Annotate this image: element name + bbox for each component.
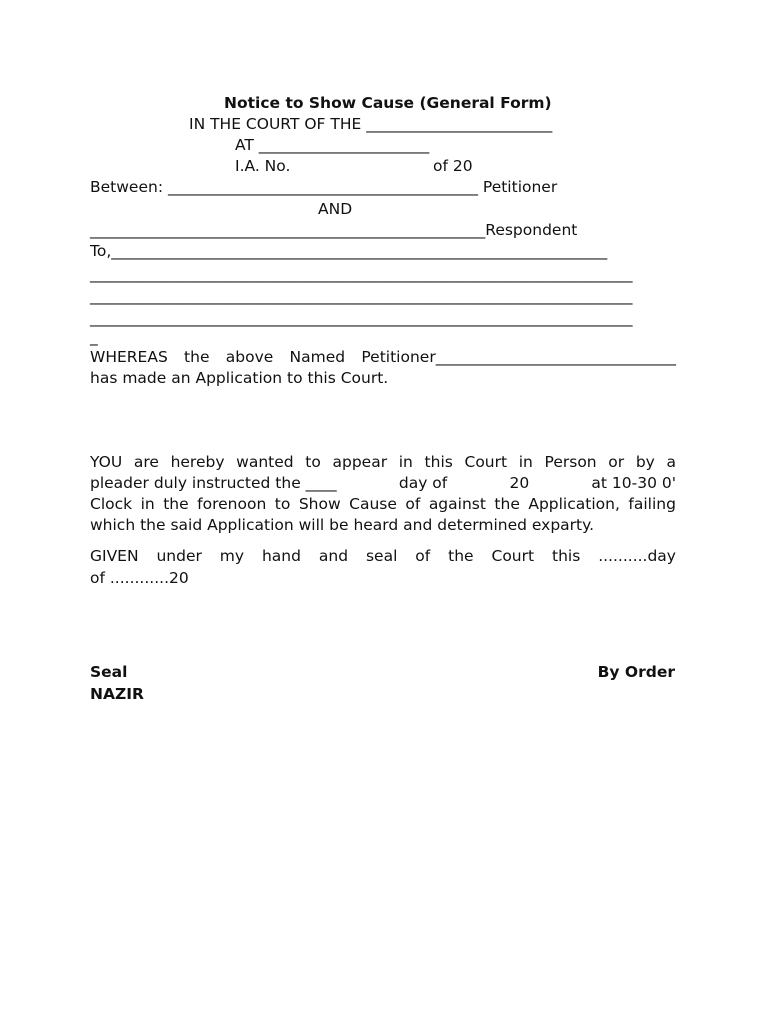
word: are <box>133 453 159 471</box>
word: Court <box>464 453 508 471</box>
word: appear <box>332 453 388 471</box>
appear-paragraph-line-4: which the said Application will be heard and determined exparty. <box>90 516 594 534</box>
and-label: AND <box>318 200 353 218</box>
word: Named <box>289 348 346 366</box>
word: Cause <box>349 495 397 513</box>
word: in <box>398 453 413 471</box>
text-segment: 20 <box>509 474 530 492</box>
word: of <box>405 495 421 513</box>
word: the <box>494 495 520 513</box>
blank-address-line: ______________________________________________________________________ <box>90 287 633 305</box>
text-segment: at 10-30 0' <box>591 474 676 492</box>
word: to <box>305 453 321 471</box>
word: to <box>274 495 291 513</box>
word: GIVEN <box>90 547 139 565</box>
blank-address-line: ______________________________________________________________________ <box>90 309 633 327</box>
word: Court <box>491 547 535 565</box>
word: ..........day <box>598 547 676 565</box>
appear-paragraph-line-3 <box>90 494 676 515</box>
word: the <box>448 547 474 565</box>
word: above <box>225 348 274 366</box>
word: failing <box>628 495 676 513</box>
whereas-paragraph-line-1 <box>90 347 676 368</box>
word: WHEREAS <box>90 348 168 366</box>
blank-address-line: _ <box>90 328 98 346</box>
word: forenoon <box>197 495 267 513</box>
word: wanted <box>236 453 294 471</box>
ia-year-label: of 20 <box>433 157 473 175</box>
word: and <box>318 547 349 565</box>
word: in <box>140 495 155 513</box>
word: YOU <box>90 453 123 471</box>
word: or <box>608 453 625 471</box>
text-segment: day of <box>398 474 448 492</box>
seal-label: Seal <box>90 663 128 681</box>
word: seal <box>365 547 398 565</box>
word: a <box>666 453 676 471</box>
respondent-line: ___________________________________________________Respondent <box>90 221 578 239</box>
petitioner-line: Between: ________________________________________ Petitioner <box>90 178 558 196</box>
word: Petitioner_______________________________ <box>361 348 676 366</box>
document-title: Notice to Show Cause (General Form) <box>224 94 552 112</box>
appear-paragraph-line-1 <box>90 452 676 473</box>
word: Clock <box>90 495 133 513</box>
by-order-label: By Order <box>597 663 675 681</box>
ia-number-label: I.A. No. <box>235 157 291 175</box>
word: Person <box>544 453 597 471</box>
word: against <box>428 495 486 513</box>
given-paragraph-line-2: of ............20 <box>90 569 189 587</box>
word: hereby <box>170 453 225 471</box>
court-line: IN THE COURT OF THE ________________________ <box>189 115 553 133</box>
to-line: To,________________________________________________________________ <box>90 242 608 260</box>
word: this <box>424 453 453 471</box>
word: the <box>163 495 189 513</box>
word: of <box>415 547 431 565</box>
word: in <box>518 453 533 471</box>
whereas-paragraph-line-2: has made an Application to this Court. <box>90 369 389 387</box>
at-line: AT ______________________ <box>235 136 430 154</box>
word: the <box>184 348 210 366</box>
word: Show <box>298 495 341 513</box>
given-paragraph-line-1 <box>90 546 676 567</box>
word: my <box>219 547 245 565</box>
text-segment: pleader duly instructed the ____ <box>90 474 337 492</box>
word: Application, <box>528 495 620 513</box>
blank-address-line: ______________________________________________________________________ <box>90 265 633 283</box>
word: under <box>156 547 202 565</box>
word: hand <box>261 547 301 565</box>
word: this <box>552 547 581 565</box>
appear-paragraph-line-2 <box>90 473 676 494</box>
word: by <box>635 453 655 471</box>
nazir-label: NAZIR <box>90 685 144 703</box>
